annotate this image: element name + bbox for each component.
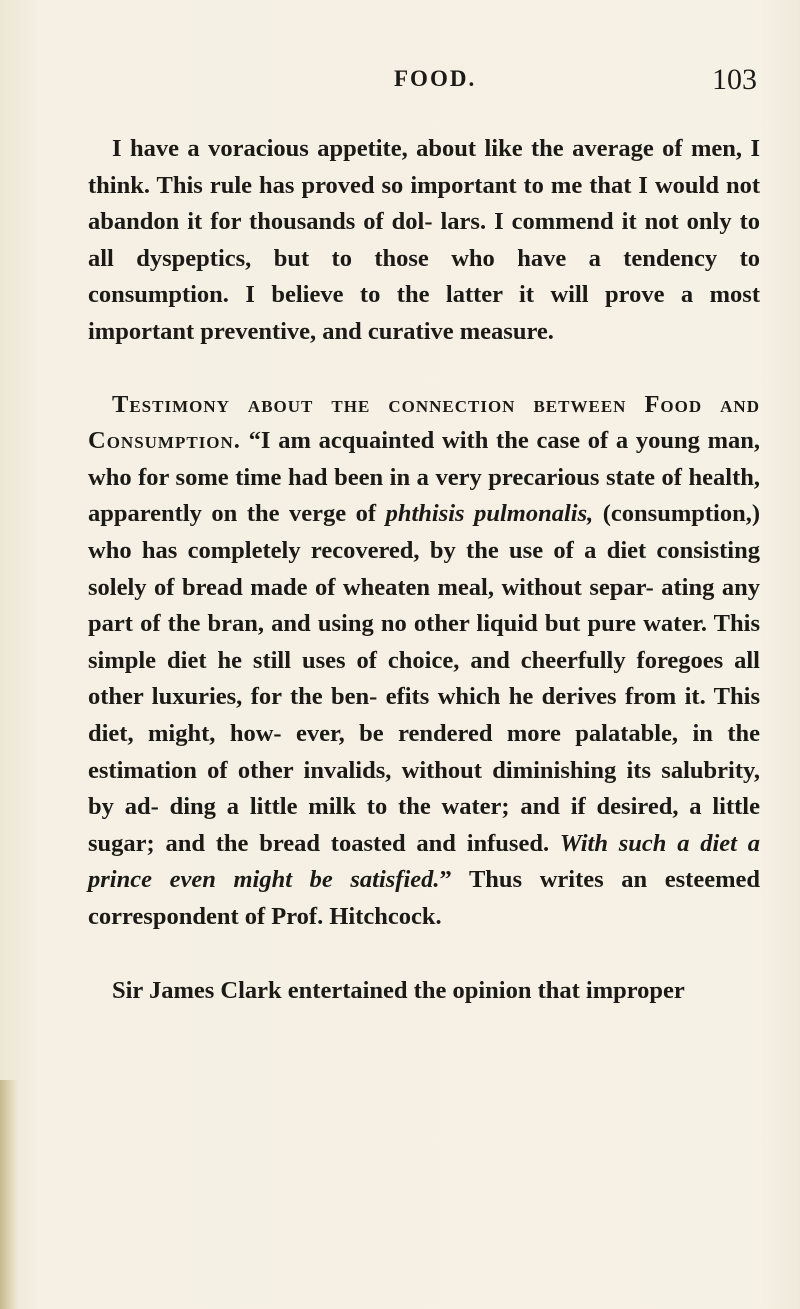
testimony-text-end: ” Thus writes an esteemed correspondent of Prof. Hitchcock.	[88, 866, 760, 930]
running-head	[0, 63, 800, 102]
testimony-text-1: “I am acquainted with the case of a young man, who for some time had been in a very precarious state of health, apparently on the verge of	[88, 427, 760, 528]
page-number: 103	[712, 63, 757, 96]
running-head-title: FOOD.	[394, 66, 477, 91]
page-edge-shadow	[0, 1080, 18, 1309]
body-text	[88, 131, 760, 1010]
testimony-text-2: (consumption,) who has completely recovered, by the use of a diet consisting solely of bread made of wheaten meal, without separ- ating any part of the bran, and using no other liquid but pure water. This simple diet he still uses of choice, and cheerfully foregoes all other luxuries, for the ben- efits which he derives from it. This diet, might, how- ever, be rendered more palatable, in the estimation of other invalids, without diminishing its salubrity, by ad- ding a little milk to the water; and if desired, a little sugar; and the bread toasted and infused.	[88, 500, 760, 857]
latin-term: phthisis pulmonalis,	[385, 500, 594, 528]
paragraph-clark: Sir James Clark entertained the opinion that improper	[112, 977, 685, 1005]
testimony-italic-quote: With such a diet a prince even might be satisfied.	[88, 829, 760, 894]
paragraph-appetite: I have a voracious appetite, about like the average of men, I think. This rule has proved so important to me that I would not abandon it for thousands of dol- lars. I commend it not only to all dyspeptics, but to those who have a tendency to consumption. I believe to the latter it will prove a most important preventive, and curative measure.	[88, 135, 760, 345]
paragraph-testimony	[88, 387, 760, 936]
section-heading: Testimony about the connection between Food and Consumption.	[88, 390, 760, 455]
